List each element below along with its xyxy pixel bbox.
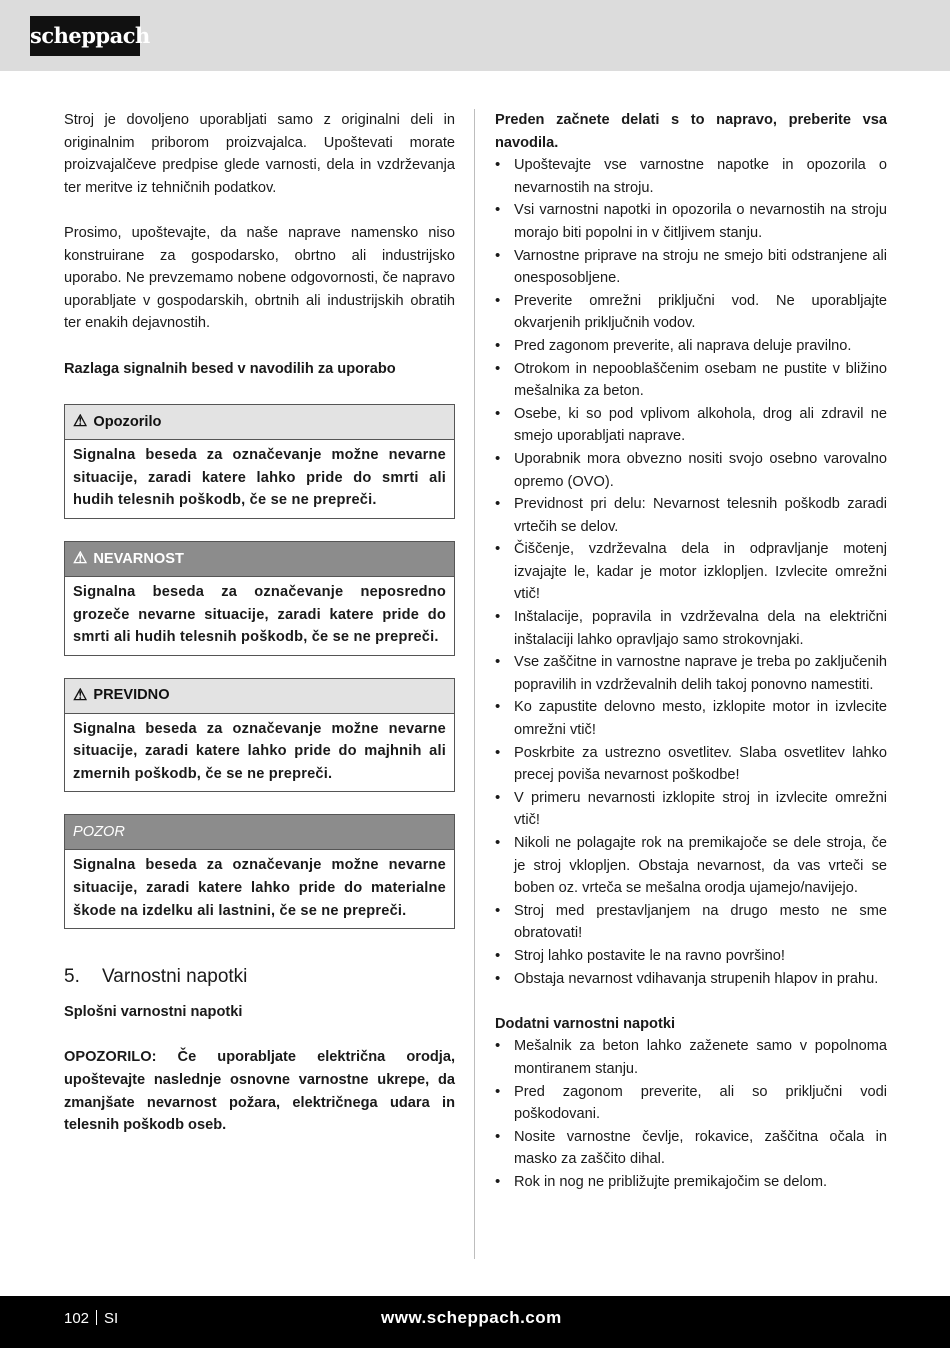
additional-bullet-list xyxy=(495,1035,887,1193)
list-item: • V primeru nevarnosti izklopite stroj in izvlecite omrežni vtič! xyxy=(495,787,887,832)
list-item: • Vsi varnostni napotki in opozorila o nevarnostih na stroju morajo biti popolni in v čitljivem stanju. xyxy=(495,199,887,244)
warning-box-title: NEVARNOST xyxy=(93,550,184,567)
warning-box-nevarnost xyxy=(64,541,455,656)
warning-box-header xyxy=(65,405,454,440)
left-column xyxy=(64,109,455,1137)
intro-paragraph: Stroj je dovoljeno uporabljati samo z originalni deli in originalnim priborom proizvajalca. Upoštevati morate proizvajalčeve predpise glede varnosti, dela in vzdrževanja ter meritve iz tehničnih podatkov. xyxy=(64,112,455,196)
section-title: Varnostni napotki xyxy=(102,966,248,988)
usage-paragraph: Prosimo, upoštevajte, da naše naprave namensko niso konstruirane za gospodarsko, obrtno ali industrijsko uporabo. Ne prevzemamo nobene odgovornosti, če napravo uporabljate v gospodarskih, obrtnih ali industrijskih obratih ter enakih dejavnostih. xyxy=(64,224,455,332)
warning-triangle-icon: ⚠ xyxy=(73,686,88,704)
warning-triangle-icon: ⚠ xyxy=(73,413,88,431)
list-item: • Mešalnik za beton lahko zaženete samo v popolnoma montiranem stanju. xyxy=(495,1035,887,1080)
safety-bullet-list xyxy=(495,154,887,990)
warning-box-body: Signalna beseda za označevanje možne nevarne situacije, zaradi katere lahko pride do majhnih ali zmernih poškodb, če se ne prepreči. xyxy=(73,720,446,782)
warning-box-header xyxy=(65,679,454,714)
section-number: 5. xyxy=(64,966,80,988)
read-instructions-heading: Preden začnete delati s to napravo, preberite vsa navodila. xyxy=(495,112,887,151)
warning-box-title: Opozorilo xyxy=(93,413,162,430)
language-code: SI xyxy=(104,1310,119,1327)
warning-triangle-icon: ⚠ xyxy=(73,549,88,567)
warning-box-opozorilo xyxy=(64,404,455,519)
warning-box-title: PREVIDNO xyxy=(93,687,170,704)
warning-box-previdno xyxy=(64,678,455,793)
list-item: • Rok in nog ne približujte premikajočim se delom. xyxy=(495,1171,887,1194)
list-item: • Upoštevajte vse varnostne napotke in opozorila o nevarnostih na stroju. xyxy=(495,154,887,199)
list-item: • Pred zagonom preverite, ali so priključni vodi poškodovani. xyxy=(495,1081,887,1126)
list-item: • Čiščenje, vzdrževalna dela in odpravljanje motenj izvajajte le, kadar je motor izklopljen. Izvlecite omrežni vtič! xyxy=(495,538,887,606)
list-item: • Varnostne priprave na stroju ne smejo biti odstranjene ali onesposobljene. xyxy=(495,245,887,290)
list-item: • Otrokom in nepooblaščenim osebam ne pustite v bližino mešalnika za beton. xyxy=(495,358,887,403)
section-heading xyxy=(64,965,455,989)
list-item: • Ko zapustite delovno mesto, izklopite motor in izvlecite omrežni vtič! xyxy=(495,696,887,741)
website-link[interactable]: www.scheppach.com xyxy=(381,1308,562,1327)
list-item: • Nosite varnostne čevlje, rokavice, zaščitna očala in masko za zaščito dihal. xyxy=(495,1126,887,1171)
right-column xyxy=(495,109,887,1194)
warning-box-title: POZOR xyxy=(73,824,125,841)
footer-separator xyxy=(96,1310,97,1325)
page-footer xyxy=(0,1296,950,1348)
warning-box-body: Signalna beseda za označevanje možne nevarne situacije, zaradi katere lahko pride do materialne škode na izdelku ali lastnini, če se ne prepreči. xyxy=(73,857,446,919)
list-item: • Osebe, ki so pod vplivom alkohola, drog ali zdravil ne smejo uporabljati naprave. xyxy=(495,403,887,448)
scheppach-logo: scheppach xyxy=(30,16,140,56)
list-item: • Stroj lahko postavite le na ravno površino! xyxy=(495,945,887,968)
column-divider xyxy=(474,109,475,1259)
warning-box-header xyxy=(65,542,454,577)
list-item: • Obstaja nevarnost vdihavanja strupenih hlapov in prahu. xyxy=(495,968,887,991)
general-safety-subheading: Splošni varnostni napotki xyxy=(64,1004,243,1021)
page-header xyxy=(0,0,950,71)
additional-safety-heading: Dodatni varnostni napotki xyxy=(495,1015,675,1032)
list-item: • Vse zaščitne in varnostne naprave je treba po zaključenih popravilih in vzdrževalnih delih takoj ponovno namestiti. xyxy=(495,651,887,696)
list-item: • Previdnost pri delu: Nevarnost telesnih poškodb zaradi vrtečih se delov. xyxy=(495,493,887,538)
list-item: • Uporabnik mora obvezno nositi svojo osebno varovalno opremo (OVO). xyxy=(495,448,887,493)
warning-box-body: Signalna beseda za označevanje neposredno grozeče nevarne situacije, zaradi katere pride do smrti ali hudih telesnih poškodb, če se ne prepreči. xyxy=(73,583,446,646)
list-item: • Stroj med prestavljanjem na drugo mesto ne sme obratovati! xyxy=(495,900,887,945)
signal-words-heading: Razlaga signalnih besed v navodilih za uporabo xyxy=(64,360,396,377)
warning-box-body: Signalna beseda za označevanje možne nevarne situacije, zaradi katere lahko pride do smrti ali hudih telesnih poškodb, če se ne prepreči. xyxy=(73,447,446,509)
general-warning-text: OPOZORILO: Če uporabljate električna orodja, upoštevajte naslednje osnovne varnostne ukrepe, da zmanjšate nevarnost požara, električnega udara in telesnih poškodb oseb. xyxy=(64,1049,455,1134)
list-item: • Poskrbite za ustrezno osvetlitev. Slaba osvetlitev lahko precej poviša nevarnost poškodbe! xyxy=(495,742,887,787)
page-number: 102 xyxy=(64,1310,90,1327)
warning-box-header xyxy=(65,815,454,850)
page-indicator xyxy=(64,1310,118,1327)
list-item: • Nikoli ne polagajte rok na premikajoče se dele stroja, če je stroj vklopljen. Obstaja nevarnost, da vas vrteči se boben oz. vrteča se mešalna orodja ujamejo/navijejo. xyxy=(495,832,887,900)
list-item: • Pred zagonom preverite, ali naprava deluje pravilno. xyxy=(495,335,887,358)
list-item: • Preverite omrežni priključni vod. Ne uporabljajte okvarjenih priključnih vodov. xyxy=(495,290,887,335)
list-item: • Inštalacije, popravila in vzdrževalna dela na električni inštalaciji lahko opravljajo samo strokovnjaki. xyxy=(495,606,887,651)
warning-box-pozor xyxy=(64,814,455,929)
